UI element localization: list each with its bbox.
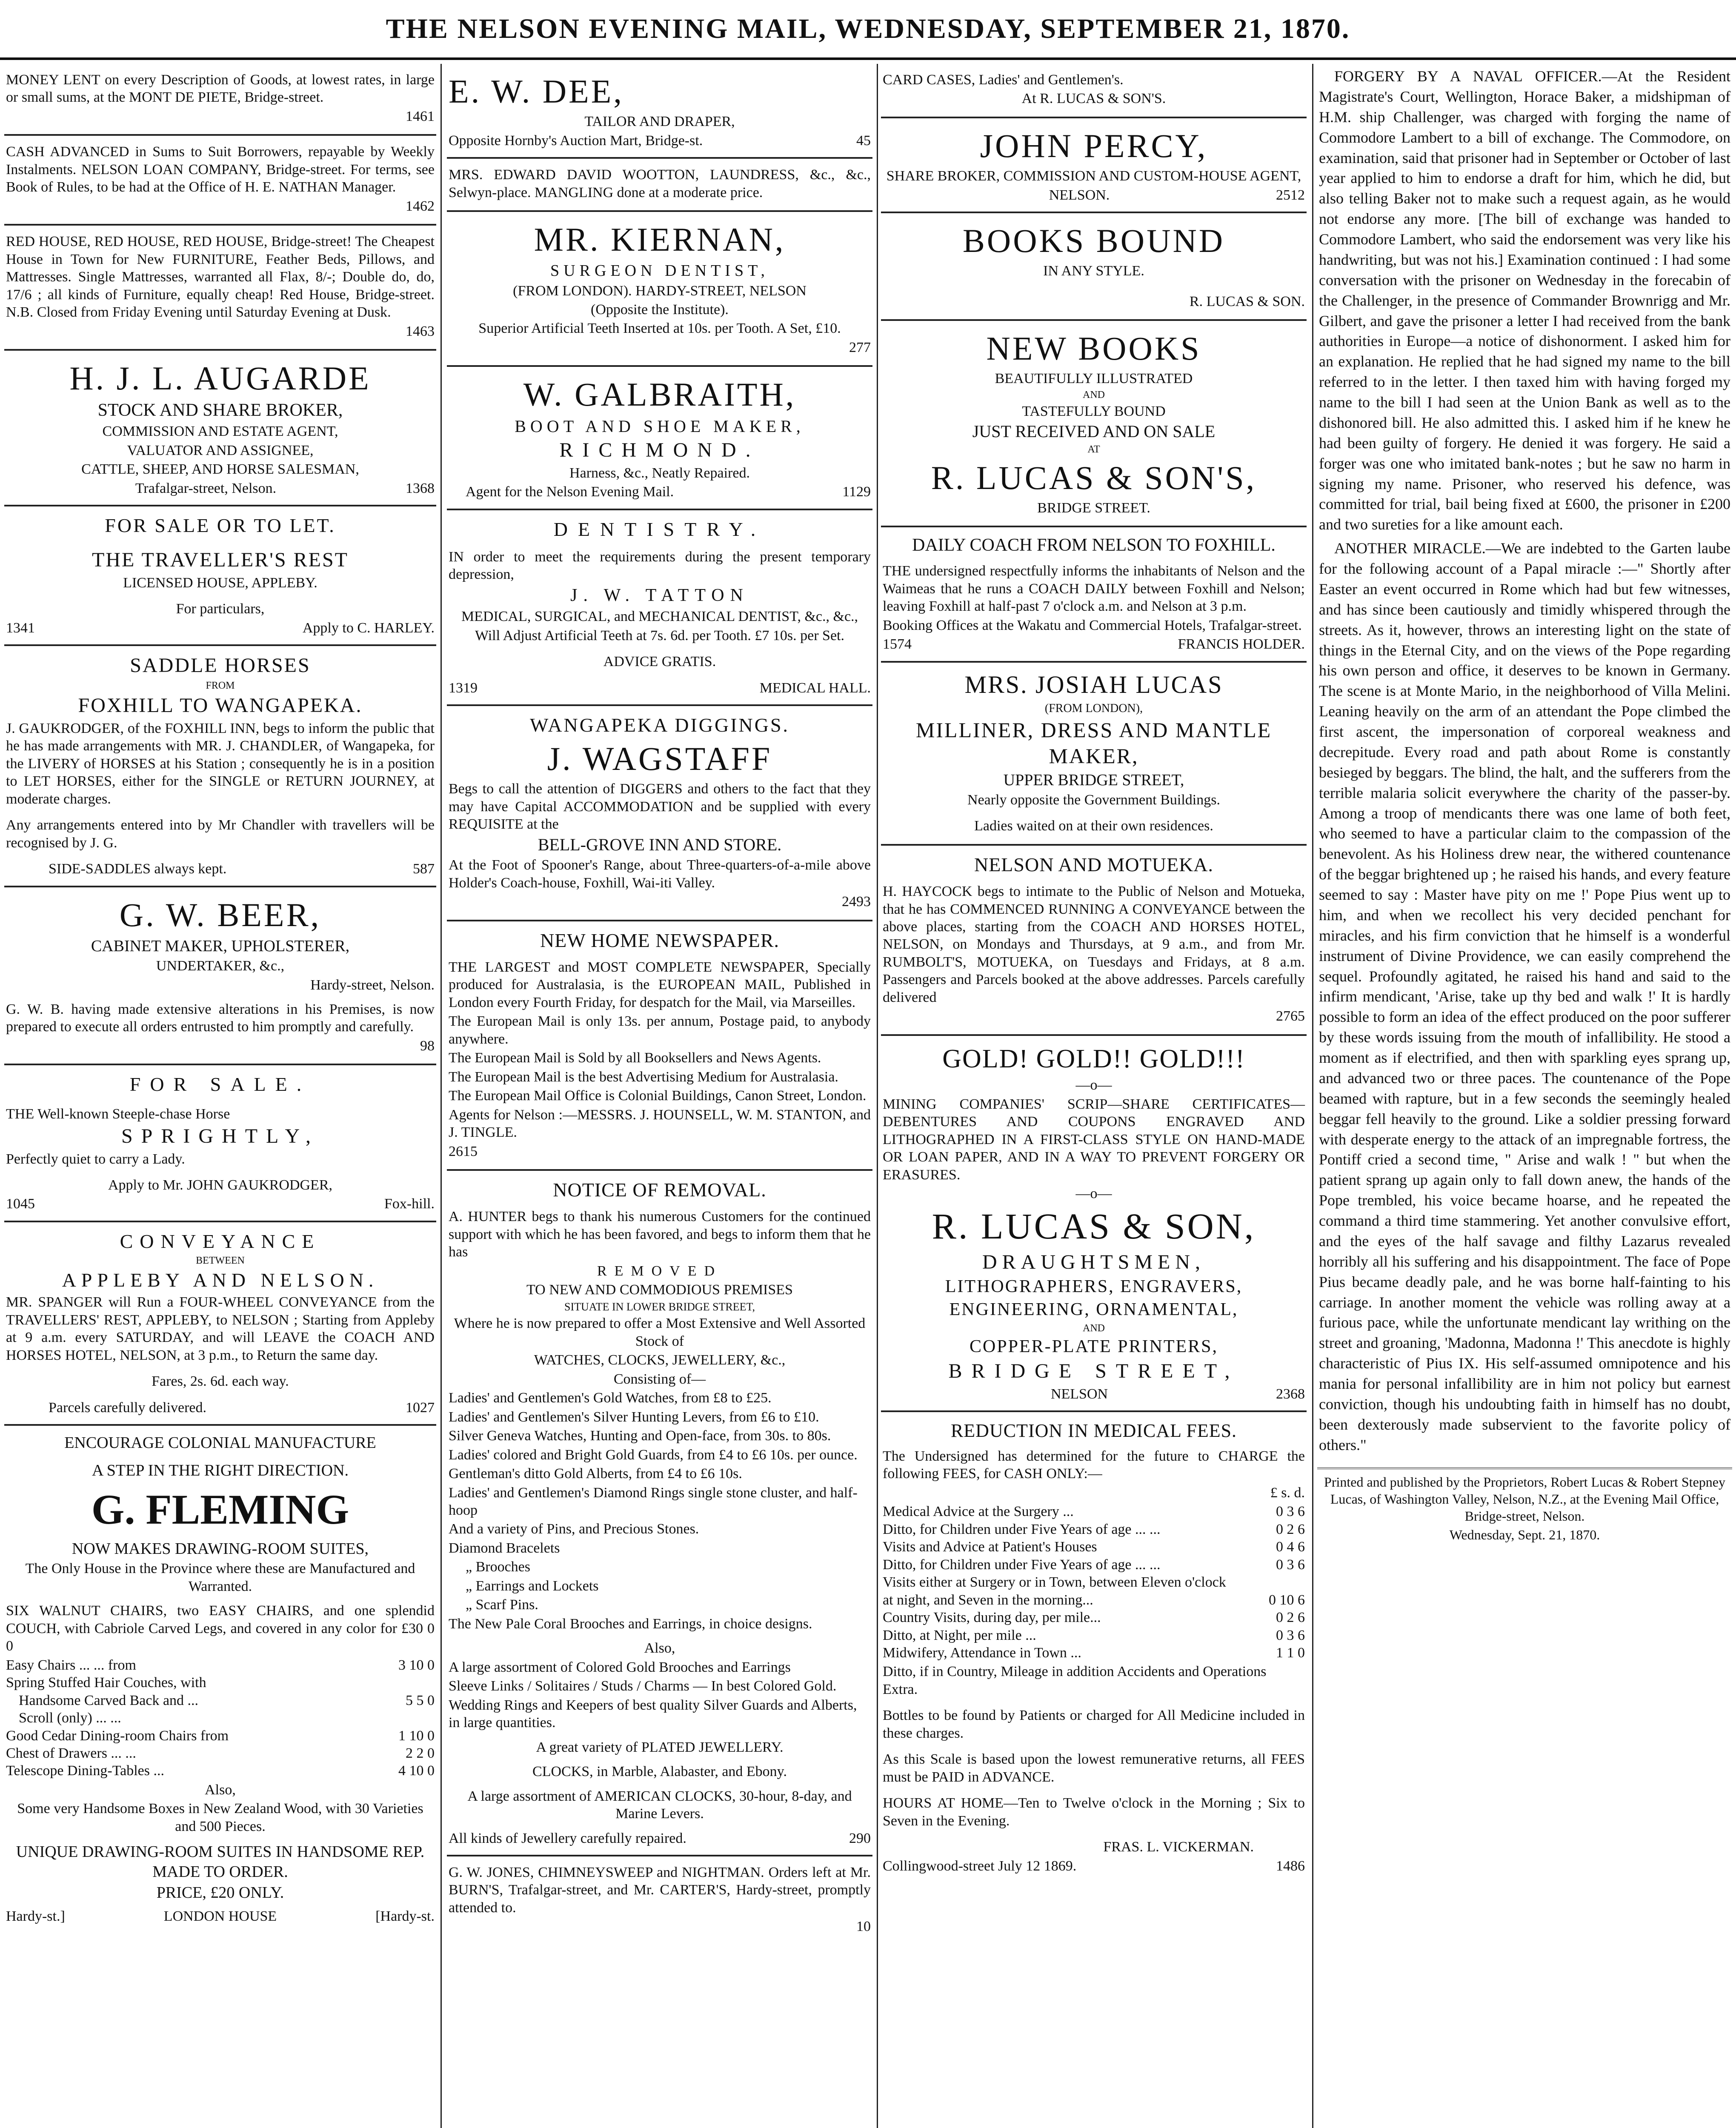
ad-number: 2512 — [1276, 187, 1305, 203]
ad-text: MINING COMPANIES' SCRIP—SHARE CERTIFICATES—DEBENTURES AND COUPONS ENGRAVED AND LITHOGRAPHED IN A FIRST-CLASS STYLE ON HAND-MADE OR LOAN PAPER, AND IN A WAY TO PREVENT FORGERY OR ERASURES. — [883, 1096, 1305, 1183]
ad-name: BOOKS BOUND — [962, 222, 1225, 260]
ad-line: VALUATOR AND ASSIGNEE, — [127, 442, 314, 458]
ad-line: TO NEW AND COMMODIOUS PREMISES — [526, 1282, 793, 1298]
price-value: 2 2 0 — [406, 1745, 435, 1761]
fee-value: 0 2 6 — [1276, 1610, 1305, 1626]
ad-kiernan — [447, 212, 872, 367]
price-item: Spring Stuffed Hair Couches, with — [6, 1675, 206, 1691]
ad-text: MR. SPANGER will Run a FOUR-WHEEL CONVEYANCE from the TRAVELLERS' REST, APPLEBY, to NELSON ; Starting from Appleby at 9 a.m. every SATURDAY, and will LEAVE the COACH AND HORSES HOTEL, NELSON, at 3 p.m., to Return the same day. — [6, 1294, 435, 1363]
ad-line: FOXHILL TO WANGAPEKA. — [78, 694, 363, 717]
ad-line: DRAUGHTSMEN, — [982, 1250, 1205, 1273]
ad-number: 98 — [420, 1038, 435, 1054]
ad-galbraith — [447, 367, 872, 510]
ad-card-cases — [881, 64, 1307, 118]
ad-text: Bottles to be found by Patients or charged for All Medicine included in these charges. — [883, 1708, 1305, 1741]
price-value: 3 10 0 — [398, 1657, 435, 1673]
ad-line: WATCHES, CLOCKS, JEWELLERY, &c., — [534, 1352, 786, 1368]
ad-name: SPRIGHTLY, — [121, 1124, 320, 1147]
article-forgery: FORGERY BY A NAVAL OFFICER.—At the Resident Magistrate's Court, Wellington, Horace Baker, a midshipman of H.M. ship Challenger, was charged with forging the name of Commodore Lambert to a bill of exchange. The Commodore, on examination, said that prisoner had in September or October of last year applied to him to endorse a draft for him, which he did, but also telling Baker not to make such a request again, as he would not endorse any more. [The bill of exchange was handed to Commodore Lambert, who said the endorsement was very like his handwriting, but was not his.] Examination continued : I had some conversation with the prisoner on Wednesday in the forecabin of the Challenger, in the presence of Commander Brownrigg and Mr. Gilbert, and gave the prisoner a letter I had received from the bank authorities in Europe—a notice of dishonorment. I asked him for an explanation. He replied that he had signed my name to the bill referred to in the letter. I then taxed him with having forged my name to the bill I had seen at the Union Bank as well as to the dishonored bill. He also admitted this. I asked him if he knew he had been guilty of forgery. He denied it was forgery. He said a forger was one who imitated bank-notes ; but he saw no harm in signing my name. Prisoner, who reserved his defence, was committed for trial, bail being fixed at £600, the prisoner in £200 and two sureties for a like amount each. — [1319, 68, 1730, 533]
ad-line: Harness, &c., Neatly Repaired. — [569, 465, 750, 481]
ad-line: Wedding Rings and Keepers of best quality Silver Guards and Alberts, in large quantities. — [449, 1697, 857, 1731]
ad-line: NELSON — [1050, 1386, 1108, 1402]
ad-number: 587 — [413, 861, 435, 877]
ad-line: Fares, 2s. 6d. each way. — [152, 1373, 289, 1390]
ad-heading: FOR SALE OR TO LET. — [105, 515, 336, 537]
ad-line: A great variety of PLATED JEWELLERY. — [536, 1739, 784, 1755]
ad-line: The Only House in the Province where these are Manufactured and Warranted. — [25, 1561, 415, 1594]
ad-number: 277 — [849, 339, 871, 355]
ad-line: NELSON. — [1049, 187, 1110, 203]
ad-line: Consisting of— — [613, 1371, 706, 1387]
ad-text: MONEY LENT on every Description of Goods, at lowest rates, in large or small sums, at the MONT DE PIETE, Bridge-street. — [6, 72, 435, 106]
ad-line: UNDERTAKER, &c., — [156, 958, 285, 974]
ad-heading: NELSON AND MOTUEKA. — [974, 853, 1214, 875]
ad-line: ADVICE GRATIS. — [603, 654, 716, 670]
ad-line: SIDE-SADDLES always kept. — [49, 861, 227, 877]
fee-item: Midwifery, Attendance in Town ... — [883, 1645, 1081, 1661]
imprint — [1317, 1467, 1732, 1543]
column-divider — [440, 64, 442, 2128]
ad-text: IN order to meet the requirements during the present temporary depression, — [449, 549, 871, 583]
ad-heading: CONVEYANCE — [120, 1230, 321, 1252]
ad-line: A STEP IN THE RIGHT DIRECTION. — [92, 1461, 349, 1479]
ad-name: W. GALBRAITH, — [523, 376, 796, 413]
list-item: Silver Geneva Watches, Hunting and Open-face, from 30s. to 80s. — [449, 1428, 831, 1444]
ad-line: (FROM LONDON). HARDY-STREET, NELSON — [513, 283, 807, 299]
list-item: The New Pale Coral Brooches and Earrings, in choice designs. — [449, 1616, 812, 1632]
article-miracle: ANOTHER MIRACLE.—We are indebted to the Garten laube for the following account of a Papal miracle :—" Shortly after Easter an event occurred in Rome which had but few witnesses, and has since been cautiously and timidly whispered through the streets. As it, however, throws an interesting light on the state of things in the Eternal City, and on the views of the Pope regarding his own person and office, it deserves to be known in Germany. The scene is at Monte Mario, in the neighborhood of Villa Melini. Leaning heavily on the arm of an attendant the Pope climbed the first ascent, the impersonation of corporeal weakness and decrepitude. Every road and path about Rome is constantly besieged by beggars. The blind, the halt, and the sufferers from the terrible malaria solicit everywhere the charity of the passer-by. Among a troop of mendicants there was one lame of both feet, who seemed to have a particular claim to the compassion of the benevolent. As his Holiness drew near, the withered countenance of the beggar brightened up ; he raised his hands, and every feature seemed to say : Master have pity on me !' Pope Pius went up to him, and when we recollect his very decided penchant for miracles, and his firm conviction that he himself is a wonderful instrument of Divine Providence, we can easily comprehend the sequel. Profoundly agitated, he raised his hand and said to the infirm mendicant, 'Arise, take up thy bed and walk !' It is hardly possible to form an idea of the effect produced on the poor sufferer by these words issuing from the mouth of infallibility. He stood a moment as if electrified, and then with sparkling eyes sprang up, and advanced two or three paces. The countenance of the Pope beamed with rapture, but in a few seconds the seemingly healed beggar fell heavily to the ground. Like a soldier pressing forward with desperate energy to the attack of an impregnable fortress, the Pontiff cried a second time, " Arise and walk ! " but when the patient sprang up again only to fall down anew, the hands of the Pope trembled, his voice became hoarse, and he repeated the command a third time stammering. Yet another convulsive effort, and the eyes of the half savage and filthy Lazarus revealed horribly all his suffering and his disappointment. The face of Pope Pius became deadly pale, and he was borne half-fainting to his carriage. In another moment the vehicle was rolling away at a furious pace, while the unfortunate mendicant lay writhing on the street and groaning, 'Madonna, Madonna !' This anecdote is highly characteristic of Pius IX. His self-assumed omnipotence and his mania for personal infallibility are in him not policy but earnest conviction, though his undoubting faith in himself has no doubt, been dexterously made subservient to the favorite policy of others." — [1319, 540, 1730, 1453]
ad-line: CLOCKS, in Marble, Alabaster, and Ebony. — [532, 1764, 787, 1780]
ad-daily-coach — [881, 527, 1307, 663]
ad-text: The European Mail is Sold by all Booksellers and News Agents. — [449, 1050, 821, 1066]
ad-jones-chimneysweep — [447, 1856, 872, 1945]
ad-medical-fees — [881, 1412, 1307, 1882]
ad-name: J. W. TATTON — [570, 585, 749, 605]
ad-line: FROM — [206, 680, 235, 691]
ad-line: Will Adjust Artificial Teeth at 7s. 6d. per Tooth. £7 10s. per Set. — [475, 627, 844, 644]
price-item: Chest of Drawers ... ... — [6, 1745, 136, 1761]
ad-haycock — [881, 846, 1307, 1036]
price-item: Good Cedar Dining-room Chairs from — [6, 1728, 229, 1744]
column-1 — [4, 64, 436, 2128]
ad-line: Opposite Hornby's Auction Mart, Bridge-st. — [449, 132, 703, 149]
ad-line: STOCK AND SHARE BROKER, — [97, 400, 343, 420]
ad-text: The European Mail Office is Colonial Buildings, Canon Street, London. — [449, 1088, 867, 1104]
ad-line: Agent for the Nelson Evening Mail. — [466, 484, 674, 500]
ad-heading: GOLD! GOLD!! GOLD!!! — [942, 1044, 1245, 1073]
list-item: Ladies' and Gentlemen's Gold Watches, from £8 to £25. — [449, 1390, 772, 1406]
ad-name: E. W. DEE, — [449, 73, 624, 110]
ad-line: AND — [1083, 389, 1105, 400]
price-item: Handsome Carved Back and ... — [19, 1692, 199, 1708]
ad-line: Where he is now prepared to offer a Most Extensive and Well Assorted Stock of — [454, 1316, 866, 1349]
ad-books-bound — [881, 213, 1307, 321]
ad-text: At the Foot of Spooner's Range, about Three-quarters-of-a-mile above Holder's Coach-house, Foxhill, Wai-iti Valley. — [449, 857, 871, 891]
ad-travellers-rest — [4, 506, 436, 646]
imprint-text: Printed and published by the Proprietors, Robert Lucas & Robert Stepney Lucas, of Washington Valley, Nelson, N.Z., at the Evening Mail Office, Bridge-street, Nelson. — [1324, 1474, 1725, 1524]
ad-line: —o— — [1075, 1186, 1112, 1202]
ad-text: CARD CASES, Ladies' and Gentlemen's. — [883, 72, 1124, 88]
ad-line: SHARE BROKER, COMMISSION AND CUSTOM-HOUSE AGENT, — [886, 168, 1301, 184]
ad-red-house — [4, 226, 436, 351]
ad-line: TAILOR AND DRAPER, — [584, 114, 735, 130]
column-2 — [447, 64, 872, 2128]
ad-line: CABINET MAKER, UPHOLSTERER, — [91, 937, 350, 955]
ad-line: Trafalgar-street, Nelson. — [135, 480, 277, 496]
ad-text: Any arrangements entered into by Mr Chandler with travellers will be recognised by J. G. — [6, 817, 435, 851]
ad-number: 1341 — [6, 620, 35, 636]
ad-number: 290 — [849, 1830, 871, 1846]
masthead-rule — [0, 57, 1736, 60]
ad-line: CATTLE, SHEEP, AND HORSE SALESMAN, — [81, 461, 359, 478]
list-item: Ladies' colored and Bright Gold Guards, from £4 to £6 10s. per ounce. — [449, 1447, 858, 1463]
ad-name: J. WAGSTAFF — [547, 740, 772, 778]
ad-line: Ditto, if in Country, Mileage in addition Accidents and Operations Extra. — [883, 1664, 1267, 1697]
ad-sprightly — [4, 1065, 436, 1222]
ad-line: LONDON HOUSE — [163, 1908, 277, 1925]
ad-line: BOOT AND SHOE MAKER, — [515, 416, 805, 436]
ad-line: ENGINEERING, ORNAMENTAL, — [949, 1300, 1238, 1320]
ad-text: Agents for Nelson :—MESSRS. J. HOUNSELL, W. M. STANTON, and J. TINGLE. — [449, 1107, 871, 1141]
ad-text: MRS. EDWARD DAVID WOOTTON, LAUNDRESS, &c., &c., Selwyn-place. MANGLING done at a moderate price. — [449, 167, 871, 200]
ad-line: Hardy-st.] — [6, 1908, 65, 1925]
ad-line: Also, — [644, 1640, 675, 1656]
fee-item: Medical Advice at the Surgery ... — [883, 1504, 1074, 1520]
ad-number: 1486 — [1276, 1858, 1305, 1874]
fee-value: 1 1 0 — [1276, 1645, 1305, 1661]
ad-heading: FOR SALE. — [129, 1073, 311, 1095]
ad-number: 10 — [856, 1919, 871, 1935]
ad-heading: NEW HOME NEWSPAPER. — [540, 929, 780, 951]
ad-line: MILLINER, DRESS AND MANTLE MAKER, — [915, 718, 1272, 768]
ad-line: BRIDGE STREET. — [1037, 500, 1150, 516]
price-value: 5 5 0 — [406, 1692, 435, 1708]
price-value: 1 10 0 — [398, 1728, 435, 1744]
ad-number: 1368 — [405, 480, 435, 496]
ad-line: LITHOGRAPHERS, ENGRAVERS, — [945, 1277, 1243, 1297]
ad-line: UNIQUE DRAWING-ROOM SUITES IN HANDSOME REP. MADE TO ORDER. — [16, 1843, 425, 1881]
fee-item: Ditto, for Children under Five Years of age ... ... — [883, 1556, 1161, 1573]
ad-number: 1319 — [449, 680, 478, 696]
ad-line: Collingwood-street July 12 1869. — [883, 1858, 1077, 1874]
ad-number: 2368 — [1276, 1386, 1305, 1402]
ad-line: (Opposite the Institute). — [591, 302, 729, 318]
ad-line: R. LUCAS & SON. — [1189, 293, 1305, 309]
ad-number: 1129 — [842, 484, 871, 500]
ad-text: The European Mail is the best Advertising Medium for Australasia. — [449, 1069, 838, 1085]
fee-item: Visits and Advice at Patient's Houses — [883, 1539, 1097, 1555]
ad-text: H. HAYCOCK begs to intimate to the Public of Nelson and Motueka, that he has COMMENCED RUNNING A CONVEYANCE between the above places, starting from the COACH AND HORSES HOTEL, NELSON, on Mondays and Thursdays, at 9 a.m., and from Mr. RUMBOLT'S, MOTUEKA, on Tuesdays and Fridays, at 8 a.m. Passengers and Parcels booked at the above addresses. Parcels carefully delivered — [883, 884, 1305, 1005]
ad-name: R. LUCAS & SON, — [932, 1205, 1256, 1247]
column-4 — [1317, 64, 1732, 2128]
ad-line: MEDICAL, SURGICAL, and MECHANICAL DENTIST, &c., &c., — [461, 609, 858, 625]
masthead: THE NELSON EVENING MAIL, WEDNESDAY, SEPTEMBER 21, 1870. — [386, 13, 1350, 44]
imprint-date: Wednesday, Sept. 21, 1870. — [1449, 1527, 1600, 1542]
ad-line: Superior Artificial Teeth Inserted at 10s. per Tooth. A Set, £10. — [478, 320, 841, 337]
news-article — [1317, 64, 1732, 1462]
ad-line: SURGEON DENTIST, — [550, 262, 769, 280]
price-value: 4 10 0 — [398, 1763, 435, 1779]
ad-text: SIX WALNUT CHAIRS, two EASY CHAIRS, and one splendid COUCH, with Cabriole Carved Legs, and covered in any color for £30 0 0 — [6, 1603, 435, 1654]
fee-value: 0 2 6 — [1276, 1521, 1305, 1537]
ad-name: SADDLE HORSES — [130, 654, 311, 677]
fee-columns: £ s. d. — [1270, 1484, 1305, 1501]
ad-line: R. LUCAS & SON'S, — [931, 459, 1257, 496]
ad-mont-de-piete — [4, 64, 436, 136]
ad-tatton — [447, 510, 872, 706]
ad-lucas-lithographers — [881, 1036, 1307, 1412]
ad-text: HOURS AT HOME—Ten to Twelve o'clock in the Morning ; Six to Seven in the Evening. — [883, 1795, 1305, 1829]
ad-european-mail — [447, 921, 872, 1171]
ad-augarde — [4, 351, 436, 506]
ad-conveyance — [4, 1222, 436, 1426]
fee-value: 0 10 6 — [1269, 1592, 1305, 1608]
ad-text: Booking Offices at the Wakatu and Commercial Hotels, Trafalgar-street. — [883, 617, 1302, 633]
ad-line: Sleeve Links / Solitaires / Studs / Charms — In best Colored Gold. — [449, 1678, 837, 1694]
ad-number: 1045 — [6, 1196, 35, 1212]
ad-fleming — [4, 1426, 436, 1933]
ad-line: REMOVED — [597, 1263, 723, 1279]
ad-number: 1462 — [406, 198, 435, 214]
ad-line: LICENSED HOUSE, APPLEBY. — [123, 575, 317, 591]
ad-line: RICHMOND. — [559, 439, 760, 462]
ad-number: 2615 — [449, 1143, 478, 1159]
ad-line: APPLEBY AND NELSON. — [62, 1269, 379, 1291]
ad-line: Ladies waited on at their own residences. — [974, 818, 1213, 834]
ad-text: RED HOUSE, RED HOUSE, RED HOUSE, Bridge-street! The Cheapest House in Town for New FURNITURE, Feather Beds, Pillows, and Mattresses. Single Mattresses, warranted all Flax, 8/-; Double do, do, 17/6 ; all kinds of Furniture, equally cheap! Red House, Bridge-street. N.B. Closed from Friday Evening until Saturday Evening at Dusk. — [6, 234, 435, 320]
list-item: „ Earrings and Lockets — [466, 1578, 599, 1594]
ad-line: AT — [1087, 444, 1100, 455]
ad-name: G. FLEMING — [91, 1485, 349, 1533]
ad-text: G. W. B. having made extensive alterations in his Premises, is now prepared to execute all orders entrusted to him promptly and carefully. — [6, 1001, 435, 1035]
ad-text: THE Well-known Steeple-chase Horse — [6, 1106, 230, 1122]
ad-line: Nearly opposite the Government Buildings. — [967, 792, 1220, 808]
ad-text: Begs to call the attention of DIGGERS and others to the fact that they may have Capital ACCOMMODATION and be supplied with every REQUISITE at the — [449, 781, 871, 832]
ad-dee — [447, 64, 872, 159]
ad-wootton — [447, 159, 872, 212]
fee-item: Ditto, for Children under Five Years of age ... ... — [883, 1521, 1161, 1537]
ad-line: SITUATE IN LOWER BRIDGE STREET, — [564, 1300, 755, 1313]
ad-line: MEDICAL HALL. — [759, 680, 871, 696]
list-item: „ Brooches — [466, 1559, 531, 1575]
ad-number: 45 — [856, 132, 871, 149]
fee-item: Ditto, at Night, per mile ... — [883, 1627, 1036, 1643]
ad-text: A. HUNTER begs to thank his numerous Customers for the continued support with which he has been favored, and begs to inform them that he has — [449, 1209, 871, 1260]
ad-line: BEAUTIFULLY ILLUSTRATED — [995, 371, 1193, 387]
ad-heading: NOTICE OF REMOVAL. — [553, 1179, 766, 1201]
column-divider — [877, 64, 878, 2128]
column-divider — [1312, 64, 1313, 2128]
list-item: And a variety of Pins, and Precious Stones. — [449, 1521, 699, 1537]
ad-wagstaff — [447, 706, 872, 921]
ad-name: JOHN PERCY, — [980, 127, 1208, 164]
ad-line: Apply to Mr. JOHN GAUKRODGER, — [108, 1177, 333, 1193]
ad-line: All kinds of Jewellery carefully repaired. — [449, 1830, 686, 1846]
fee-value: 0 3 6 — [1276, 1627, 1305, 1643]
ad-line: AND — [1083, 1322, 1105, 1334]
ad-line: A large assortment of Colored Gold Brooches and Earrings — [449, 1659, 791, 1675]
ad-line: TASTEFULLY BOUND — [1022, 403, 1166, 420]
list-item: Gentleman's ditto Gold Alberts, from £4 to £6 10s. — [449, 1466, 742, 1482]
ad-line: Parcels carefully delivered. — [49, 1399, 206, 1416]
ad-saddle-horses — [4, 646, 436, 887]
ad-new-books — [881, 321, 1307, 527]
ad-line: FRANCIS HOLDER. — [1178, 636, 1305, 652]
ad-line: JUST RECEIVED AND ON SALE — [972, 422, 1215, 441]
list-item: „ Scarf Pins. — [466, 1597, 538, 1613]
price-item: Scroll (only) ... ... — [19, 1710, 121, 1726]
ad-text: CASH ADVANCED in Sums to Suit Borrowers, repayable by Weekly Instalments. NELSON LOAN COMPANY, Bridge-street. For terms, see Book of Rules, to be had at the Office of H. E. NATHAN Manager. — [6, 144, 435, 195]
ad-name: MRS. JOSIAH LUCAS — [964, 670, 1223, 698]
ad-line: BELL-GROVE INN AND STORE. — [538, 835, 782, 854]
fee-value: 0 3 6 — [1276, 1556, 1305, 1573]
fee-value: 0 3 6 — [1276, 1504, 1305, 1520]
list-item: Ladies' and Gentlemen's Diamond Rings single stone cluster, and half-hoop — [449, 1484, 858, 1519]
ad-name: THE TRAVELLER'S REST — [92, 549, 349, 572]
ad-name: H. J. L. AUGARDE — [69, 360, 371, 397]
price-item: Easy Chairs ... ... from — [6, 1657, 136, 1673]
ad-name: NEW BOOKS — [986, 330, 1201, 367]
ad-line: A large assortment of AMERICAN CLOCKS, 30-hour, 8-day, and Marine Levers. — [467, 1788, 852, 1822]
ad-line: Fox-hill. — [384, 1196, 435, 1212]
list-item: Ladies' and Gentlemen's Silver Hunting Levers, from £6 to £10. — [449, 1409, 819, 1425]
ad-signature: FRAS. L. VICKERMAN. — [1103, 1839, 1254, 1855]
ad-heading: DENTISTRY. — [553, 518, 766, 540]
fee-value: 0 4 6 — [1276, 1539, 1305, 1555]
ad-heading: WANGAPEKA DIGGINGS. — [529, 714, 790, 736]
ad-line: NOW MAKES DRAWING-ROOM SUITES, — [71, 1539, 369, 1558]
ad-number: 1027 — [406, 1399, 435, 1416]
ad-loan-company — [4, 136, 436, 226]
ad-number: 1574 — [883, 636, 912, 652]
ad-line: (FROM LONDON), — [1044, 701, 1143, 715]
ad-line: Also, — [205, 1782, 236, 1798]
ad-line: UPPER BRIDGE STREET, — [1003, 771, 1184, 789]
ad-text: J. GAUKRODGER, of the FOXHILL INN, begs to inform the public that he has made arrangements with MR. J. CHANDLER, of Wangapeka, for the LIVERY of HORSES at his Station ; consequently he is in a position to LET HORSES, either for the SINGLE or RETURN JOURNEY, at moderate charges. — [6, 720, 435, 807]
ad-text: As this Scale is based upon the lowest remunerative returns, all FEES must be PAID in ADVANCE. — [883, 1751, 1305, 1785]
fee-item: Visits either at Surgery or in Town, between Eleven o'clock at night, and Seven in the morning... — [883, 1574, 1226, 1608]
ad-text: The Undersigned has determined for the future to CHARGE the following FEES, for CASH ONLY:— — [883, 1448, 1305, 1482]
ad-number: 2493 — [842, 894, 871, 910]
ad-beer — [4, 887, 436, 1066]
ad-text: THE LARGEST and MOST COMPLETE NEWSPAPER, Specially produced for Australasia, is the EUROPEAN MAIL, Published in London every Fourth Friday, for despatch for the Mail, via Marseilles. — [449, 959, 871, 1010]
ad-text: G. W. JONES, CHIMNEYSWEEP and NIGHTMAN. Orders left at Mr. BURN'S, Trafalgar-street, and Mr. CARTER'S, Hardy-street, promptly attended to. — [449, 1864, 871, 1916]
ad-heading: ENCOURAGE COLONIAL MANUFACTURE — [64, 1434, 376, 1452]
ad-line: IN ANY STYLE. — [1043, 263, 1144, 279]
ad-line: At R. LUCAS & SON'S. — [1021, 91, 1166, 107]
ad-name: G. W. BEER, — [119, 896, 321, 933]
price-item: Telescope Dining-Tables ... — [6, 1763, 164, 1779]
ad-line: PRICE, £20 ONLY. — [156, 1884, 284, 1902]
ad-line: Some very Handsome Boxes in New Zealand Wood, with 30 Varieties and 500 Pieces. — [17, 1801, 423, 1834]
fee-item: Country Visits, during day, per mile... — [883, 1610, 1101, 1626]
ad-heading: REDUCTION IN MEDICAL FEES. — [950, 1420, 1237, 1442]
ad-number: 1461 — [406, 108, 435, 124]
ad-line: Perfectly quiet to carry a Lady. — [6, 1151, 185, 1167]
ad-line: BRIDGE STREET, — [948, 1360, 1239, 1383]
ad-line: [Hardy-st. — [375, 1908, 435, 1925]
ad-line: Hardy-street, Nelson. — [310, 977, 435, 993]
ad-text: The European Mail is only 13s. per annum, Postage paid, to anybody anywhere. — [449, 1013, 871, 1047]
ad-name: MR. KIERNAN, — [534, 221, 786, 258]
column-3 — [881, 64, 1307, 2128]
ad-line: COMMISSION AND ESTATE AGENT, — [102, 423, 338, 440]
list-item: Diamond Bracelets — [449, 1540, 560, 1556]
ad-number: 1463 — [406, 323, 435, 339]
ad-line: COPPER-PLATE PRINTERS, — [969, 1336, 1218, 1356]
ad-percy — [881, 118, 1307, 213]
ad-line: For particulars, — [176, 601, 265, 617]
ad-line: —o— — [1075, 1077, 1112, 1093]
ad-line: BETWEEN — [196, 1255, 245, 1267]
ad-line: Apply to C. HARLEY. — [302, 620, 435, 636]
ad-heading: DAILY COACH FROM NELSON TO FOXHILL. — [912, 535, 1276, 555]
ad-text: THE undersigned respectfully informs the inhabitants of Nelson and the Waimeas that he runs a COACH DAILY between Foxhill and Nelson; leaving Foxhill at half-past 7 o'clock a.m. and Nelson at 3 p.m. — [883, 563, 1305, 615]
ad-number: 2765 — [1276, 1008, 1305, 1024]
ad-josiah-lucas — [881, 663, 1307, 846]
ad-hunter — [447, 1171, 872, 1856]
